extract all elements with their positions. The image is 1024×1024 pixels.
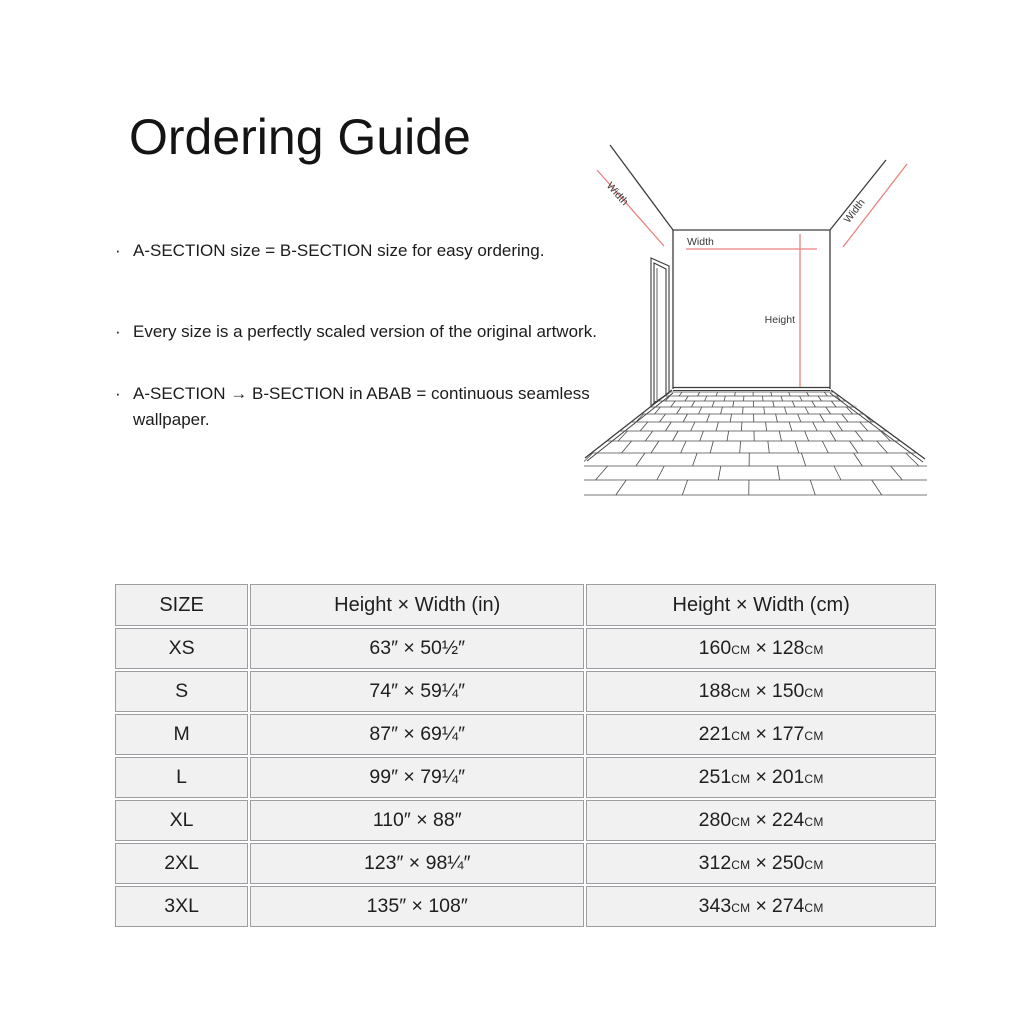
bullet-item-scaled-artwork xyxy=(115,319,603,345)
dimension-lines xyxy=(597,164,907,387)
room-diagram xyxy=(583,130,943,515)
table-row-2xl xyxy=(115,843,936,884)
size-table-header-row xyxy=(115,584,936,626)
room-diagram-svg xyxy=(583,130,943,515)
bullet-item-seamless xyxy=(115,381,603,432)
table-row-l xyxy=(115,757,936,798)
inches-cell: 135″ × 108″ xyxy=(250,886,584,927)
bullet-item-section-equal xyxy=(115,238,603,264)
width-line-left xyxy=(597,170,664,246)
width-label-right: Width xyxy=(841,196,868,226)
cm-cell: 160CM × 128CM xyxy=(586,628,936,669)
table-row-xs xyxy=(115,628,936,669)
inches-cell: 123″ × 98¼″ xyxy=(250,843,584,884)
bullet-marker: · xyxy=(115,241,121,260)
width-label-back: Width xyxy=(687,236,714,248)
size-cell: M xyxy=(115,714,248,755)
size-table xyxy=(113,582,938,929)
dimension-labels xyxy=(604,180,868,326)
size-cell: XL xyxy=(115,800,248,841)
width-label-left: Width xyxy=(603,179,631,209)
size-cell: L xyxy=(115,757,248,798)
table-row-s xyxy=(115,671,936,712)
inches-cell: 74″ × 59¼″ xyxy=(250,671,584,712)
cm-cell: 251CM × 201CM xyxy=(586,757,936,798)
bullet-marker: · xyxy=(115,384,121,403)
cm-cell: 221CM × 177CM xyxy=(586,714,936,755)
cm-cell: 343CM × 274CM xyxy=(586,886,936,927)
size-cell: XS xyxy=(115,628,248,669)
bullet-text: A-SECTION → B-SECTION in ABAB = continuous seamless wallpaper. xyxy=(133,384,590,429)
column-header-cm: Height × Width (cm) xyxy=(586,584,936,626)
cm-cell: 280CM × 224CM xyxy=(586,800,936,841)
inches-cell: 110″ × 88″ xyxy=(250,800,584,841)
height-label: Height xyxy=(764,314,795,326)
cm-cell: 312CM × 250CM xyxy=(586,843,936,884)
size-cell: 3XL xyxy=(115,886,248,927)
door xyxy=(651,258,669,406)
info-bullets xyxy=(115,238,603,432)
size-cell: S xyxy=(115,671,248,712)
tiled-floor xyxy=(583,392,943,495)
cm-cell: 188CM × 150CM xyxy=(586,671,936,712)
column-header-size: SIZE xyxy=(115,584,248,626)
inches-cell: 99″ × 79¼″ xyxy=(250,757,584,798)
inches-cell: 87″ × 69¼″ xyxy=(250,714,584,755)
column-header-inches: Height × Width (in) xyxy=(250,584,584,626)
bullet-text: Every size is a perfectly scaled version of the original artwork. xyxy=(133,321,597,341)
table-row-xl xyxy=(115,800,936,841)
table-row-m xyxy=(115,714,936,755)
page-title: Ordering Guide xyxy=(129,109,471,165)
bullet-text: A-SECTION size = B-SECTION size for easy ordering. xyxy=(133,241,545,260)
size-cell: 2XL xyxy=(115,843,248,884)
bullet-marker: · xyxy=(115,321,121,341)
room-walls xyxy=(585,145,925,462)
table-row-3xl xyxy=(115,886,936,927)
inches-cell: 63″ × 50½″ xyxy=(250,628,584,669)
